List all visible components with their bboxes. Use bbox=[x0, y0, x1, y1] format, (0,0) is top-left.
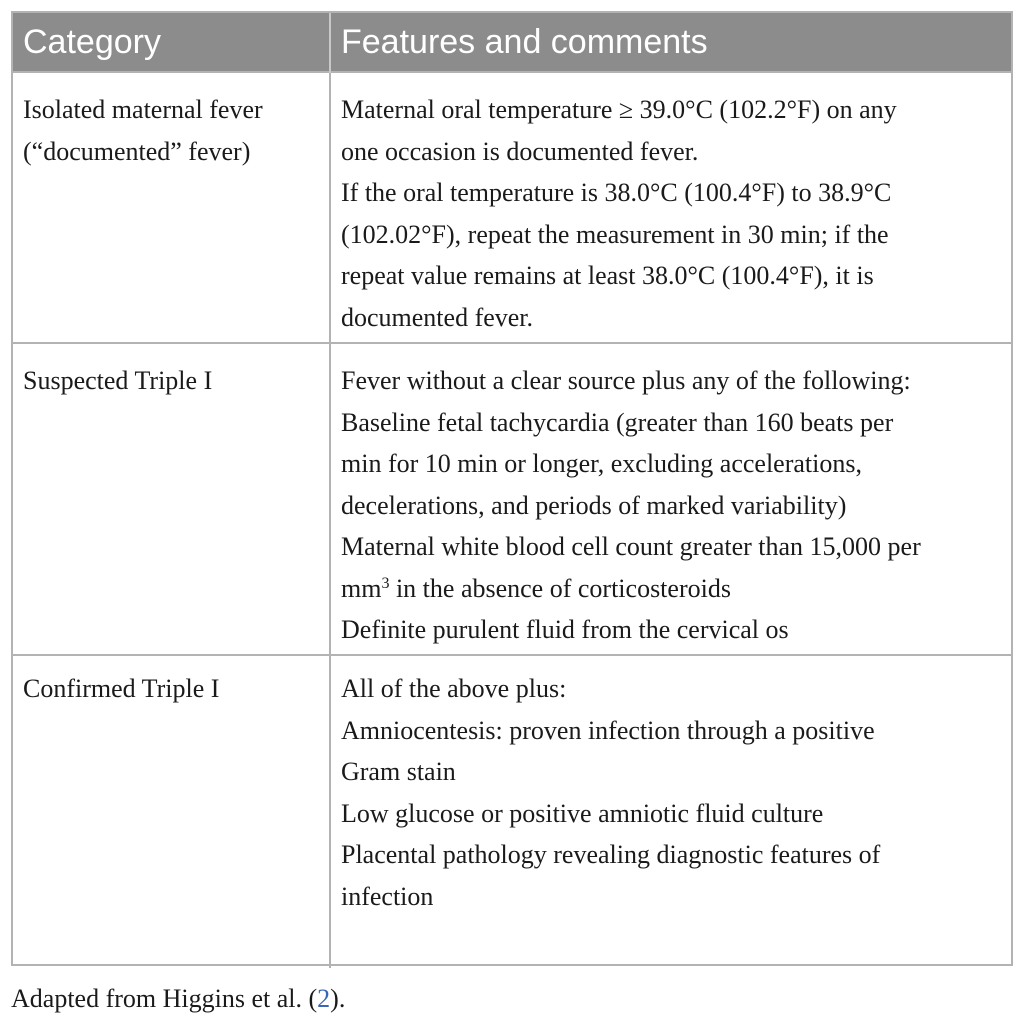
table-row-suspected-triple-i bbox=[13, 343, 1011, 655]
features-cell bbox=[330, 72, 1011, 343]
unit-mm: mm bbox=[341, 573, 382, 603]
table-row-isolated-fever bbox=[13, 72, 1011, 343]
feature-line: Gram stain bbox=[341, 757, 456, 786]
category-line: Isolated maternal fever bbox=[23, 95, 263, 124]
feature-line: Fever without a clear source plus any of the following: bbox=[341, 366, 911, 395]
feature-line: documented fever. bbox=[341, 302, 534, 332]
feature-line: Low glucose or positive amniotic fluid culture bbox=[341, 798, 824, 828]
feature-line: Amniocentesis: proven infection through a positive bbox=[341, 715, 875, 745]
category-cell bbox=[13, 72, 330, 343]
reference-link[interactable]: 2 bbox=[317, 984, 331, 1013]
feature-line: Maternal white blood cell count greater than 15,000 per bbox=[341, 532, 921, 561]
feature-line: Baseline fetal tachycardia (greater than 160 beats per bbox=[341, 407, 894, 437]
feature-line-mm3 bbox=[341, 568, 1001, 610]
category-cell bbox=[13, 655, 330, 968]
feature-line: Definite purulent fluid from the cervical os bbox=[341, 615, 789, 644]
features-cell bbox=[330, 655, 1011, 968]
feature-line: Placental pathology revealing diagnostic features of bbox=[341, 840, 881, 869]
feature-line: Maternal oral temperature ≥ 39.0°C (102.2°F) on any bbox=[341, 95, 897, 124]
feature-line: If the oral temperature is 38.0°C (100.4°F) to 38.9°C bbox=[341, 178, 892, 207]
feature-line: repeat value remains at least 38.0°C (100.4°F), it is bbox=[341, 261, 874, 290]
feature-line: min for 10 min or longer, excluding accelerations, bbox=[341, 449, 862, 478]
table-header-row bbox=[13, 13, 1011, 72]
unit-superscript: 3 bbox=[381, 574, 390, 592]
feature-line: All of the above plus: bbox=[341, 674, 567, 703]
feature-line: one occasion is documented fever. bbox=[341, 136, 699, 166]
triple-i-criteria-table bbox=[13, 13, 1011, 968]
feature-line: (102.02°F), repeat the measurement in 30 min; if the bbox=[341, 219, 889, 249]
features-cell bbox=[330, 343, 1011, 655]
category-line: Suspected Triple I bbox=[23, 366, 213, 395]
footnote-suffix: ). bbox=[330, 984, 346, 1013]
category-line: (“documented” fever) bbox=[23, 136, 251, 166]
feature-line: decelerations, and periods of marked variability) bbox=[341, 490, 847, 520]
criteria-table-container bbox=[11, 11, 1013, 966]
header-features: Features and comments bbox=[330, 13, 1011, 72]
header-category: Category bbox=[13, 13, 330, 72]
category-cell bbox=[13, 343, 330, 655]
table-row-confirmed-triple-i bbox=[13, 655, 1011, 968]
feature-text: in the absence of corticosteroids bbox=[389, 573, 731, 603]
feature-line: infection bbox=[341, 881, 434, 911]
category-line: Confirmed Triple I bbox=[23, 674, 220, 703]
table-footnote bbox=[11, 982, 345, 1016]
footnote-prefix: Adapted from Higgins et al. ( bbox=[11, 984, 318, 1013]
